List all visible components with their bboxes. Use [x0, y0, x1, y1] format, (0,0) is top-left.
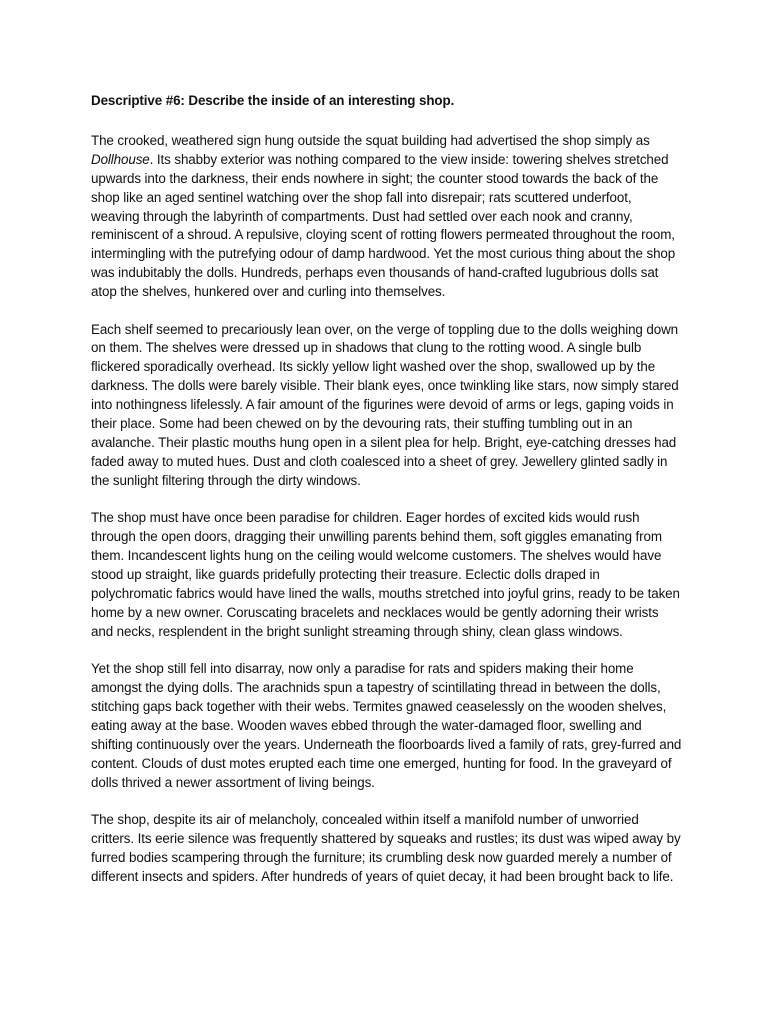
document-body — [91, 92, 683, 905]
paragraph-1-text-end: . Its shabby exterior was nothing compared to the view inside: towering shelves stretched upwards into the darkness, their ends nowhere in sight; the counter stood towards the back of the shop like an aged sentinel watching over the shop fall into disrepair; rats scuttered underfoot, weaving through the labyrinth of compartments. Dust had settled over each nook and cranny, reminiscent of a shroud. A repulsive, cloying scent of rotting flowers permeated throughout the room, intermingling with the putrefying odour of damp hardwood. Yet the most curious thing about the shop was indubitably the dolls. Hundreds, perhaps even thousands of hand-crafted lugubrious dolls sat atop the shelves, hunkered over and curling into themselves. — [91, 151, 676, 300]
paragraph-2: Each shelf seemed to precariously lean over, on the verge of toppling due to the dolls weighing down on them. The shelves were dressed up in shadows that clung to the rotting wood. A single bulb flickered sporadically overhead. Its sickly yellow light washed over the shop, swallowed up by the darkness. The dolls were barely visible. Their blank eyes, once twinkling like stars, now simply stared into nothingness lifelessly. A fair amount of the figurines were devoid of arms or legs, gaping voids in their place. Some had been chewed on by the devouring rats, their stuffing tumbling out in an avalanche. Their plastic mouths hung open in a silent plea for help. Bright, eye-catching dresses had faded away to muted hues. Dust and cloth coalesced into a sheet of grey. Jewellery glinted sadly in the sunlight filtering through the dirty windows. — [91, 321, 679, 488]
paragraph-1 — [91, 132, 683, 302]
paragraph-5: The shop, despite its air of melancholy, concealed within itself a manifold number of unworried critters. Its eerie silence was frequently shattered by squeaks and rustles; its dust was wiped away by furred bodies scampering through the furniture; its crumbling desk now guarded merely a number of different insects and spiders. After hundreds of years of quiet decay, it had been brought back to life. — [91, 811, 681, 884]
shop-name-italic: Dollhouse — [91, 151, 150, 167]
document-title: Descriptive #6: Describe the inside of an interesting shop. — [91, 93, 455, 108]
paragraph-4: Yet the shop still fell into disarray, now only a paradise for rats and spiders making their home amongst the dying dolls. The arachnids spun a tapestry of scintillating thread in between the dolls, stitching gaps back together with their webs. Termites gnawed ceaselessly on the wooden shelves, eating away at the base. Wooden waves ebbed through the water-damaged floor, swelling and shifting continuously over the years. Underneath the floorboards lived a family of rats, grey-furred and content. Clouds of dust motes erupted each time one emerged, hunting for food. In the graveyard of dolls thrived a newer assortment of living beings. — [91, 661, 682, 790]
paragraph-1-text-start: The crooked, weathered sign hung outside the squat building had advertised the shop simply as — [91, 132, 650, 148]
paragraph-3: The shop must have once been paradise for children. Eager hordes of excited kids would rush through the open doors, dragging their unwilling parents behind them, soft giggles emanating from them. Incandescent lights hung on the ceiling would welcome customers. The shelves would have stood up straight, like guards pridefully protecting their treasure. Eclectic dolls draped in polychromatic fabrics would have lined the walls, mouths stretched into joyful grins, ready to be taken home by a new owner. Coruscating bracelets and necklaces would be gently adorning their wrists and necks, resplendent in the bright sunlight streaming through shiny, clean glass windows. — [91, 510, 680, 639]
